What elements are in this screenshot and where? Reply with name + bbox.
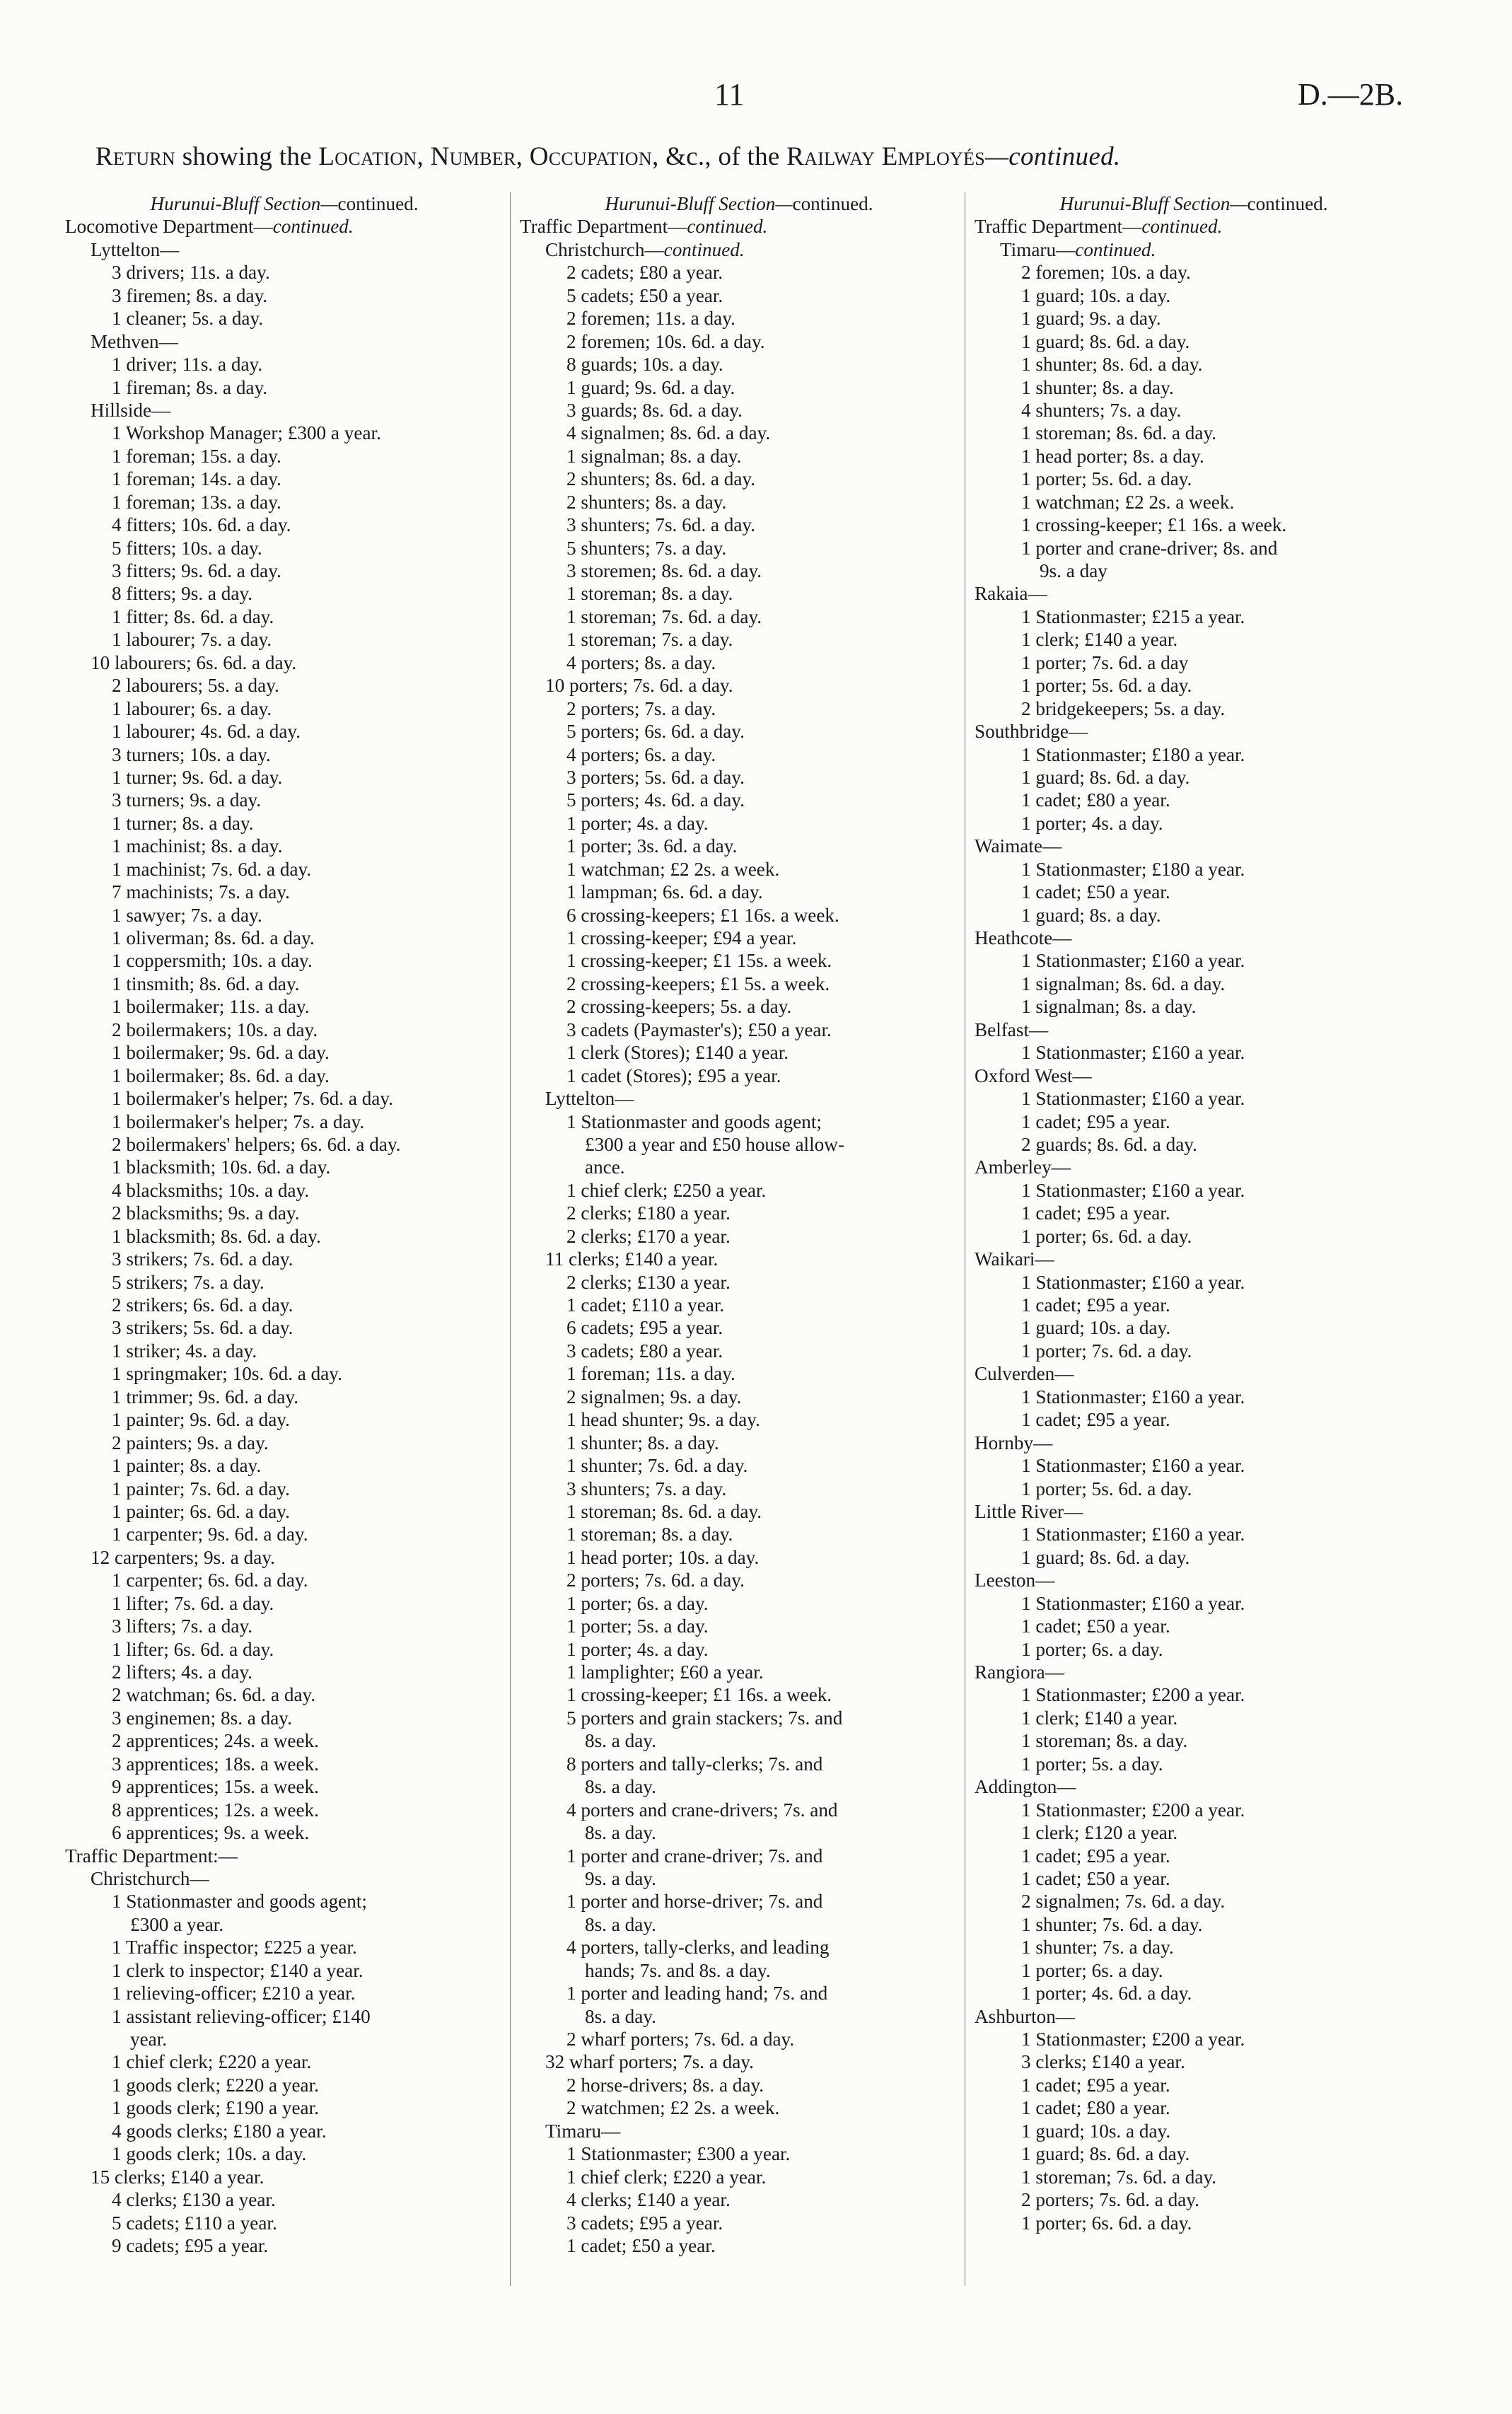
staff-entry: 10 porters; 7s. 6d. a day. bbox=[545, 675, 733, 697]
staff-entry: 1 Stationmaster; £200 a year. bbox=[1021, 1799, 1245, 1821]
station-heading: Waikari— bbox=[975, 1248, 1054, 1270]
title-text: , &c., of the bbox=[651, 142, 787, 171]
staff-entry: 1 watchman; £2 2s. a week. bbox=[566, 858, 780, 880]
staff-entry: 1 lamplighter; £60 a year. bbox=[566, 1661, 764, 1683]
staff-entry: 1 signalman; 8s. 6d. a day. bbox=[1021, 973, 1226, 994]
staff-entry: 2 porters; 7s. a day. bbox=[566, 697, 716, 719]
staff-entry: 1 porter; 6s. 6d. a day. bbox=[1021, 2212, 1192, 2234]
staff-entry-continuation: 9s. a day. bbox=[585, 1867, 656, 1889]
staff-entry: 2 labourers; 5s. a day. bbox=[112, 675, 279, 697]
staff-entry: 1 guard; 8s. 6d. a day. bbox=[1021, 330, 1190, 352]
staff-entry: 2 signalmen; 7s. 6d. a day. bbox=[1021, 1891, 1226, 1913]
staff-entry: 1 painter; 7s. 6d. a day. bbox=[112, 1478, 290, 1499]
staff-entry: 1 lifter; 7s. 6d. a day. bbox=[112, 1592, 274, 1614]
staff-entry: 1 Workshop Manager; £300 a year. bbox=[112, 422, 381, 444]
staff-entry: 32 wharf porters; 7s. a day. bbox=[545, 2051, 754, 2073]
title-comma: , bbox=[417, 142, 431, 171]
staff-entry: 1 Stationmaster and goods agent; bbox=[112, 1891, 367, 1913]
staff-entry: 1 porter; 5s. a day. bbox=[1021, 1753, 1163, 1775]
staff-entry: 8 apprentices; 12s. a week. bbox=[112, 1799, 319, 1821]
title-comma: , bbox=[516, 142, 530, 171]
staff-entry: 1 porter; 7s. 6d. a day bbox=[1021, 651, 1189, 673]
staff-entry: 1 shunter; 7s. 6d. a day. bbox=[1021, 1913, 1203, 1935]
staff-entry: 1 porter and crane-driver; 8s. and bbox=[1021, 537, 1278, 559]
staff-entry: 1 porter and crane-driver; 7s. and bbox=[566, 1845, 823, 1867]
staff-entry-continuation: 8s. a day. bbox=[585, 2005, 656, 2027]
title-location: Location bbox=[318, 142, 417, 171]
staff-entry: 2 guards; 8s. 6d. a day. bbox=[1021, 1133, 1197, 1155]
column-2 bbox=[520, 192, 958, 2257]
staff-entry: 2 signalmen; 9s. a day. bbox=[566, 1386, 742, 1408]
staff-entry: 1 clerk; £140 a year. bbox=[1021, 629, 1178, 651]
station-heading: Hornby— bbox=[975, 1432, 1053, 1453]
staff-entry: 1 shunter; 8s. a day. bbox=[566, 1432, 719, 1453]
staff-entry: 4 porters, tally-clerks, and leading bbox=[566, 1937, 830, 1959]
station-heading: Leeston— bbox=[975, 1569, 1055, 1591]
staff-entry: 1 Stationmaster; £180 a year. bbox=[1021, 743, 1245, 765]
staff-entry: 2 apprentices; 24s. a week. bbox=[112, 1730, 319, 1752]
staff-entry: 2 foremen; 10s. 6d. a day. bbox=[566, 330, 765, 352]
staff-entry: 1 labourer; 7s. a day. bbox=[112, 629, 272, 651]
staff-entry: 1 cadet; £95 a year. bbox=[1021, 1110, 1170, 1132]
staff-entry: 1 boilermaker; 11s. a day. bbox=[112, 996, 310, 1018]
department-heading: Traffic Department—continued. bbox=[975, 216, 1223, 238]
staff-entry: 2 boilermakers; 10s. a day. bbox=[112, 1019, 318, 1040]
staff-entry: 10 labourers; 6s. 6d. a day. bbox=[91, 651, 297, 673]
staff-entry: 1 striker; 4s. a day. bbox=[112, 1340, 257, 1362]
column-1 bbox=[65, 192, 504, 2257]
staff-entry: 1 goods clerk; 10s. a day. bbox=[112, 2143, 307, 2165]
staff-entry: 1 porter; 3s. 6d. a day. bbox=[566, 835, 738, 857]
staff-entry: 1 shunter; 8s. 6d. a day. bbox=[1021, 354, 1203, 376]
staff-entry: 1 clerk to inspector; £140 a year. bbox=[112, 1959, 364, 1981]
staff-entry: 1 porter; 6s. 6d. a day. bbox=[1021, 1225, 1192, 1247]
staff-entry: 7 machinists; 7s. a day. bbox=[112, 881, 290, 903]
staff-entry: 2 lifters; 4s. a day. bbox=[112, 1661, 253, 1683]
department-heading: Locomotive Department—continued. bbox=[65, 216, 354, 238]
staff-entry: 1 Traffic inspector; £225 a year. bbox=[112, 1937, 357, 1959]
staff-entry: 1 Stationmaster and goods agent; bbox=[566, 1110, 822, 1132]
staff-entry: 2 cadets; £80 a year. bbox=[566, 262, 723, 284]
staff-entry: 5 shunters; 7s. a day. bbox=[566, 537, 727, 559]
staff-entry-continuation: £300 a year and £50 house allow- bbox=[585, 1133, 844, 1155]
staff-entry: 1 porter; 4s. a day. bbox=[566, 812, 709, 834]
section-heading: Hurunui-Bluff Section—continued. bbox=[150, 193, 419, 214]
staff-entry-continuation: £300 a year. bbox=[130, 1913, 224, 1935]
page-title bbox=[95, 141, 1411, 172]
staff-entry: 1 signalman; 8s. a day. bbox=[566, 445, 742, 467]
staff-entry: 1 turner; 9s. 6d. a day. bbox=[112, 766, 283, 788]
station-heading: Ashburton— bbox=[975, 2005, 1075, 2027]
section-heading: Hurunui-Bluff Section—continued. bbox=[1059, 193, 1328, 214]
staff-entry: 1 carpenter; 9s. 6d. a day. bbox=[112, 1524, 308, 1545]
staff-entry: 2 foremen; 10s. a day. bbox=[1021, 262, 1191, 284]
staff-entry: 1 painter; 6s. 6d. a day. bbox=[112, 1500, 290, 1522]
staff-entry: 2 clerks; £170 a year. bbox=[566, 1225, 731, 1247]
staff-entry: 2 crossing-keepers; 5s. a day. bbox=[566, 996, 792, 1018]
staff-entry: 9 apprentices; 15s. a week. bbox=[112, 1776, 319, 1798]
staff-entry: 1 head shunter; 9s. a day. bbox=[566, 1409, 760, 1431]
station-heading: Amberley— bbox=[975, 1156, 1071, 1178]
staff-entry: 1 porter; 5s. a day. bbox=[566, 1615, 709, 1637]
staff-entry: 2 bridgekeepers; 5s. a day. bbox=[1021, 697, 1226, 719]
staff-entry: 4 porters and crane-drivers; 7s. and bbox=[566, 1799, 838, 1821]
staff-entry: 1 Stationmaster; £160 a year. bbox=[1021, 1042, 1245, 1064]
staff-entry: 1 clerk; £140 a year. bbox=[1021, 1707, 1178, 1729]
station-heading: Rangiora— bbox=[975, 1661, 1064, 1683]
column-divider bbox=[510, 192, 511, 2286]
staff-entry-continuation: 9s. a day bbox=[1040, 560, 1107, 581]
station-heading: Waimate— bbox=[975, 835, 1062, 857]
staff-entry: 1 watchman; £2 2s. a week. bbox=[1021, 491, 1235, 513]
staff-entry: 3 drivers; 11s. a day. bbox=[112, 262, 270, 284]
staff-entry: 2 horse-drivers; 8s. a day. bbox=[566, 2074, 764, 2096]
staff-entry: 9 cadets; £95 a year. bbox=[112, 2234, 269, 2256]
location-heading: Christchurch— bbox=[91, 1867, 209, 1889]
title-continued: —continued. bbox=[985, 142, 1121, 171]
station-heading: Culverden— bbox=[975, 1363, 1074, 1385]
staff-entry: 1 carpenter; 6s. 6d. a day. bbox=[112, 1569, 308, 1591]
staff-entry: 3 lifters; 7s. a day. bbox=[112, 1615, 253, 1637]
staff-entry-continuation: 8s. a day. bbox=[585, 1730, 656, 1752]
staff-entry: 2 strikers; 6s. 6d. a day. bbox=[112, 1294, 293, 1316]
staff-entry: 4 porters; 6s. a day. bbox=[566, 743, 716, 765]
staff-entry: 1 Stationmaster; £160 a year. bbox=[1021, 1592, 1245, 1614]
staff-entry-continuation: 8s. a day. bbox=[585, 1822, 656, 1844]
station-heading: Addington— bbox=[975, 1776, 1076, 1798]
staff-entry: 1 cadet (Stores); £95 a year. bbox=[566, 1064, 781, 1086]
staff-entry: 1 labourer; 4s. 6d. a day. bbox=[112, 721, 301, 743]
staff-entry: 1 cadet; £95 a year. bbox=[1021, 1409, 1170, 1431]
staff-entry: 1 relieving-officer; £210 a year. bbox=[112, 1983, 356, 2004]
staff-entry: 1 Stationmaster; £160 a year. bbox=[1021, 1524, 1245, 1545]
station-heading: Heathcote— bbox=[975, 927, 1072, 948]
staff-entry: 1 porter and horse-driver; 7s. and bbox=[566, 1891, 823, 1913]
staff-entry: 1 goods clerk; £190 a year. bbox=[112, 2097, 319, 2119]
staff-entry: 1 head porter; 8s. a day. bbox=[1021, 445, 1204, 467]
staff-entry: 1 guard; 10s. a day. bbox=[1021, 284, 1171, 306]
department-heading: Traffic Department—continued. bbox=[520, 216, 768, 238]
staff-entry: 1 Stationmaster; £160 a year. bbox=[1021, 1088, 1245, 1110]
staff-entry: 1 cadet; £50 a year. bbox=[1021, 1867, 1170, 1889]
staff-entry: 1 cadet; £95 a year. bbox=[1021, 1202, 1170, 1224]
staff-entry: 1 porter; 7s. 6d. a day. bbox=[1021, 1340, 1192, 1362]
staff-entry: 1 porter; 5s. 6d. a day. bbox=[1021, 468, 1192, 490]
staff-entry: 1 coppersmith; 10s. a day. bbox=[112, 950, 313, 972]
staff-entry: 2 crossing-keepers; £1 5s. a week. bbox=[566, 973, 830, 994]
staff-entry: 3 porters; 5s. 6d. a day. bbox=[566, 766, 745, 788]
staff-entry: 1 cadet; £80 a year. bbox=[1021, 789, 1170, 811]
staff-entry-continuation: year. bbox=[130, 2029, 168, 2050]
staff-entry: 5 porters; 6s. 6d. a day. bbox=[566, 721, 745, 743]
staff-entry: 3 storemen; 8s. 6d. a day. bbox=[566, 560, 762, 581]
staff-entry: 1 assistant relieving-officer; £140 bbox=[112, 2005, 371, 2027]
staff-entry: 8 porters and tally-clerks; 7s. and bbox=[566, 1753, 823, 1775]
staff-entry: 1 guard; 9s. a day. bbox=[1021, 308, 1161, 330]
staff-entry: 2 porters; 7s. 6d. a day. bbox=[566, 1569, 745, 1591]
staff-entry: 1 chief clerk; £220 a year. bbox=[112, 2051, 312, 2073]
staff-entry: 1 Stationmaster; £160 a year. bbox=[1021, 1179, 1245, 1201]
staff-entry: 1 storeman; 7s. 6d. a day. bbox=[566, 605, 762, 627]
staff-entry: 11 clerks; £140 a year. bbox=[545, 1248, 719, 1270]
title-return: Return bbox=[95, 142, 176, 171]
location-heading: Methven— bbox=[91, 330, 178, 352]
staff-entry: 1 guard; 9s. 6d. a day. bbox=[566, 376, 735, 398]
staff-entry: 3 cadets; £95 a year. bbox=[566, 2212, 723, 2234]
staff-entry: 1 guard; 8s. 6d. a day. bbox=[1021, 766, 1190, 788]
staff-entry: 3 cadets (Paymaster's); £50 a year. bbox=[566, 1019, 832, 1040]
staff-entry: 4 shunters; 7s. a day. bbox=[1021, 399, 1182, 421]
staff-entry: 3 strikers; 5s. 6d. a day. bbox=[112, 1317, 293, 1339]
staff-entry: 1 porter; 4s. a day. bbox=[566, 1638, 709, 1660]
title-number: Number bbox=[430, 142, 516, 171]
staff-entry: 1 guard; 8s. 6d. a day. bbox=[1021, 2143, 1190, 2165]
staff-entry: 2 clerks; £130 a year. bbox=[566, 1271, 731, 1293]
staff-entry: 1 guard; 10s. a day. bbox=[1021, 1317, 1171, 1339]
staff-entry: 1 storeman; 7s. 6d. a day. bbox=[1021, 2166, 1217, 2188]
staff-entry: 1 cadet; £95 a year. bbox=[1021, 1845, 1170, 1867]
station-heading: Little River— bbox=[975, 1500, 1083, 1522]
department-heading: Traffic Department:— bbox=[65, 1845, 238, 1867]
staff-entry: 1 oliverman; 8s. 6d. a day. bbox=[112, 927, 315, 948]
staff-entry: 5 cadets; £110 a year. bbox=[112, 2212, 277, 2234]
staff-entry: 3 firemen; 8s. a day. bbox=[112, 284, 268, 306]
staff-entry: 1 signalman; 8s. a day. bbox=[1021, 996, 1197, 1018]
title-occupation: Occupation bbox=[529, 142, 652, 171]
staff-entry: 1 crossing-keeper; £1 16s. a week. bbox=[566, 1684, 832, 1706]
staff-entry: 5 strikers; 7s. a day. bbox=[112, 1271, 264, 1293]
column-3 bbox=[975, 192, 1413, 2234]
staff-entry: 1 storeman; 8s. 6d. a day. bbox=[1021, 422, 1217, 444]
staff-entry: 1 porter; 6s. a day. bbox=[566, 1592, 709, 1614]
staff-entry: 1 storeman; 8s. 6d. a day. bbox=[566, 1500, 762, 1522]
staff-entry: 1 cadet; £95 a year. bbox=[1021, 1294, 1170, 1316]
location-heading: Lyttelton— bbox=[545, 1088, 634, 1110]
staff-entry: 1 guard; 8s. 6d. a day. bbox=[1021, 1546, 1190, 1568]
staff-entry: 6 apprentices; 9s. a week. bbox=[112, 1822, 310, 1844]
staff-entry: 1 foreman; 11s. a day. bbox=[566, 1363, 735, 1385]
staff-entry: 1 painter; 9s. 6d. a day. bbox=[112, 1409, 290, 1431]
staff-entry: 1 lifter; 6s. 6d. a day. bbox=[112, 1638, 274, 1660]
staff-entry: 1 head porter; 10s. a day. bbox=[566, 1546, 760, 1568]
staff-entry: 4 porters; 8s. a day. bbox=[566, 651, 716, 673]
staff-entry: 1 cleaner; 5s. a day. bbox=[112, 308, 264, 330]
staff-entry: 3 strikers; 7s. 6d. a day. bbox=[112, 1248, 293, 1270]
staff-entry: 1 clerk (Stores); £140 a year. bbox=[566, 1042, 789, 1064]
staff-entry: 5 porters; 4s. 6d. a day. bbox=[566, 789, 745, 811]
staff-entry: 1 chief clerk; £220 a year. bbox=[566, 2166, 767, 2188]
staff-entry: 2 porters; 7s. 6d. a day. bbox=[1021, 2189, 1199, 2211]
station-heading: Southbridge— bbox=[975, 721, 1088, 743]
staff-entry: 1 Stationmaster; £160 a year. bbox=[1021, 950, 1245, 972]
station-heading: Rakaia— bbox=[975, 583, 1047, 605]
staff-entry: 1 guard; 8s. a day. bbox=[1021, 904, 1161, 926]
staff-entry: 1 fitter; 8s. 6d. a day. bbox=[112, 605, 274, 627]
staff-entry: 1 cadet; £50 a year. bbox=[566, 2234, 716, 2256]
staff-entry-continuation: 8s. a day. bbox=[585, 1913, 656, 1935]
staff-entry: 3 clerks; £140 a year. bbox=[1021, 2051, 1185, 2073]
staff-entry: 1 tinsmith; 8s. 6d. a day. bbox=[112, 973, 300, 994]
staff-entry: 1 cadet; £80 a year. bbox=[1021, 2097, 1170, 2119]
staff-entry: 4 fitters; 10s. 6d. a day. bbox=[112, 514, 291, 536]
staff-entry: 6 crossing-keepers; £1 16s. a week. bbox=[566, 904, 839, 926]
title-railway-employes: Railway Employés bbox=[786, 142, 986, 171]
staff-entry: 1 foreman; 13s. a day. bbox=[112, 491, 281, 513]
staff-entry: 3 cadets; £80 a year. bbox=[566, 1340, 723, 1362]
staff-entry: 12 carpenters; 9s. a day. bbox=[91, 1546, 275, 1568]
staff-entry: 1 shunter; 7s. a day. bbox=[1021, 1937, 1174, 1959]
staff-entry: 1 chief clerk; £250 a year. bbox=[566, 1179, 767, 1201]
staff-entry: 3 apprentices; 18s. a week. bbox=[112, 1753, 319, 1775]
location-heading: Lyttelton— bbox=[91, 238, 180, 260]
staff-entry: 3 enginemen; 8s. a day. bbox=[112, 1707, 292, 1729]
staff-entry: 2 wharf porters; 7s. 6d. a day. bbox=[566, 2029, 795, 2050]
staff-entry: 1 boilermaker; 9s. 6d. a day. bbox=[112, 1042, 330, 1064]
staff-entry: 1 crossing-keeper; £94 a year. bbox=[566, 927, 797, 948]
station-heading: Belfast— bbox=[975, 1019, 1049, 1040]
staff-entry: 8 guards; 10s. a day. bbox=[566, 354, 723, 376]
location-heading: Timaru— bbox=[545, 2120, 621, 2142]
staff-entry: 1 cadet; £95 a year. bbox=[1021, 2074, 1170, 2096]
staff-entry: 4 clerks; £140 a year. bbox=[566, 2189, 731, 2211]
station-heading: Oxford West— bbox=[975, 1064, 1092, 1086]
staff-entry: 1 cadet; £110 a year. bbox=[566, 1294, 725, 1316]
staff-entry: 1 shunter; 8s. a day. bbox=[1021, 376, 1174, 398]
staff-entry: 2 painters; 9s. a day. bbox=[112, 1432, 269, 1453]
staff-entry: 1 goods clerk; £220 a year. bbox=[112, 2074, 319, 2096]
staff-entry: 1 Stationmaster; £160 a year. bbox=[1021, 1455, 1245, 1477]
staff-entry: 4 goods clerks; £180 a year. bbox=[112, 2120, 327, 2142]
staff-entry-continuation: ance. bbox=[585, 1156, 625, 1178]
staff-entry: 1 machinist; 8s. a day. bbox=[112, 835, 283, 857]
staff-entry: 1 trimmer; 9s. 6d. a day. bbox=[112, 1386, 299, 1408]
staff-entry: 1 lampman; 6s. 6d. a day. bbox=[566, 881, 763, 903]
staff-entry: 8 fitters; 9s. a day. bbox=[112, 583, 253, 605]
staff-entry: 1 porter and leading hand; 7s. and bbox=[566, 1983, 828, 2004]
staff-entry: 15 clerks; £140 a year. bbox=[91, 2166, 264, 2188]
staff-entry: 1 sawyer; 7s. a day. bbox=[112, 904, 262, 926]
staff-entry-continuation: 8s. a day. bbox=[585, 1776, 656, 1798]
staff-entry: 3 guards; 8s. 6d. a day. bbox=[566, 399, 743, 421]
staff-entry: 1 storeman; 7s. a day. bbox=[566, 629, 733, 651]
staff-entry: 1 turner; 8s. a day. bbox=[112, 812, 254, 834]
staff-entry: 1 driver; 11s. a day. bbox=[112, 354, 263, 376]
staff-entry: 1 porter; 5s. 6d. a day. bbox=[1021, 1478, 1192, 1499]
staff-entry: 2 watchmen; £2 2s. a week. bbox=[566, 2097, 780, 2119]
staff-entry: 3 shunters; 7s. a day. bbox=[566, 1478, 727, 1499]
staff-entry: 1 painter; 8s. a day. bbox=[112, 1455, 262, 1477]
staff-entry: 4 blacksmiths; 10s. a day. bbox=[112, 1179, 310, 1201]
page-number: 11 bbox=[714, 77, 745, 112]
staff-entry: 1 springmaker; 10s. 6d. a day. bbox=[112, 1363, 342, 1385]
staff-entry: 1 cadet; £50 a year. bbox=[1021, 881, 1170, 903]
staff-entry: 1 clerk; £120 a year. bbox=[1021, 1822, 1178, 1844]
staff-entry: 5 cadets; £50 a year. bbox=[566, 284, 723, 306]
staff-entry: 1 blacksmith; 8s. 6d. a day. bbox=[112, 1225, 321, 1247]
staff-entry: 3 shunters; 7s. 6d. a day. bbox=[566, 514, 756, 536]
staff-entry: 1 storeman; 8s. a day. bbox=[566, 1524, 733, 1545]
staff-entry: 1 blacksmith; 10s. 6d. a day. bbox=[112, 1156, 331, 1178]
location-heading: Timaru—continued. bbox=[1000, 238, 1156, 260]
staff-entry: 1 Stationmaster; £160 a year. bbox=[1021, 1271, 1245, 1293]
staff-entry: 4 signalmen; 8s. 6d. a day. bbox=[566, 422, 771, 444]
location-heading: Hillside— bbox=[91, 399, 171, 421]
staff-entry: 5 porters and grain stackers; 7s. and bbox=[566, 1707, 843, 1729]
staff-entry: 1 guard; 10s. a day. bbox=[1021, 2120, 1171, 2142]
staff-entry: 2 watchman; 6s. 6d. a day. bbox=[112, 1684, 316, 1706]
staff-entry: 1 Stationmaster; £200 a year. bbox=[1021, 2029, 1245, 2050]
staff-entry: 2 shunters; 8s. a day. bbox=[566, 491, 727, 513]
staff-entry: 1 boilermaker's helper; 7s. a day. bbox=[112, 1110, 365, 1132]
staff-entry: 1 porter; 6s. a day. bbox=[1021, 1959, 1163, 1981]
staff-entry: 5 fitters; 10s. a day. bbox=[112, 537, 262, 559]
staff-entry: 2 blacksmiths; 9s. a day. bbox=[112, 1202, 300, 1224]
staff-entry: 1 labourer; 6s. a day. bbox=[112, 697, 272, 719]
staff-entry: 2 foremen; 11s. a day. bbox=[566, 308, 735, 330]
staff-entry: 6 cadets; £95 a year. bbox=[566, 1317, 723, 1339]
staff-entry: 3 turners; 10s. a day. bbox=[112, 743, 271, 765]
staff-entry: 1 boilermaker; 8s. 6d. a day. bbox=[112, 1064, 330, 1086]
staff-entry: 1 shunter; 7s. 6d. a day. bbox=[566, 1455, 748, 1477]
document-reference: D.—2B. bbox=[1298, 77, 1404, 112]
staff-entry: 1 Stationmaster; £300 a year. bbox=[566, 2143, 791, 2165]
staff-entry: 1 porter; 6s. a day. bbox=[1021, 1638, 1163, 1660]
staff-entry: 1 Stationmaster; £160 a year. bbox=[1021, 1386, 1245, 1408]
staff-entry: 1 machinist; 7s. 6d. a day. bbox=[112, 858, 312, 880]
staff-entry: 1 foreman; 15s. a day. bbox=[112, 445, 281, 467]
staff-entry: 1 fireman; 8s. a day. bbox=[112, 376, 268, 398]
location-heading: Christchurch—continued. bbox=[545, 238, 745, 260]
staff-entry: 2 boilermakers' helpers; 6s. 6d. a day. bbox=[112, 1133, 401, 1155]
staff-entry: 1 foreman; 14s. a day. bbox=[112, 468, 281, 490]
staff-entry: 1 porter; 4s. a day. bbox=[1021, 812, 1163, 834]
staff-entry: 1 Stationmaster; £200 a year. bbox=[1021, 1684, 1245, 1706]
staff-entry: 2 clerks; £180 a year. bbox=[566, 1202, 731, 1224]
staff-entry: 1 porter; 5s. 6d. a day. bbox=[1021, 675, 1192, 697]
staff-entry: 1 storeman; 8s. a day. bbox=[566, 583, 733, 605]
staff-entry: 3 fitters; 9s. 6d. a day. bbox=[112, 560, 281, 581]
staff-entry: 1 Stationmaster; £215 a year. bbox=[1021, 605, 1245, 627]
staff-entry: 1 Stationmaster; £180 a year. bbox=[1021, 858, 1245, 880]
staff-entry: 1 porter; 4s. 6d. a day. bbox=[1021, 1983, 1192, 2004]
staff-entry: 1 boilermaker's helper; 7s. 6d. a day. bbox=[112, 1088, 393, 1110]
staff-entry: 4 clerks; £130 a year. bbox=[112, 2189, 276, 2211]
section-heading: Hurunui-Bluff Section—continued. bbox=[605, 193, 873, 214]
staff-entry: 1 cadet; £50 a year. bbox=[1021, 1615, 1170, 1637]
staff-entry: 2 shunters; 8s. 6d. a day. bbox=[566, 468, 756, 490]
staff-entry-continuation: hands; 7s. and 8s. a day. bbox=[585, 1959, 771, 1981]
staff-entry: 3 turners; 9s. a day. bbox=[112, 789, 262, 811]
staff-entry: 1 crossing-keeper; £1 16s. a week. bbox=[1021, 514, 1287, 536]
title-text: showing the bbox=[175, 142, 319, 171]
staff-entry: 1 crossing-keeper; £1 15s. a week. bbox=[566, 950, 832, 972]
staff-entry: 1 storeman; 8s. a day. bbox=[1021, 1730, 1188, 1752]
